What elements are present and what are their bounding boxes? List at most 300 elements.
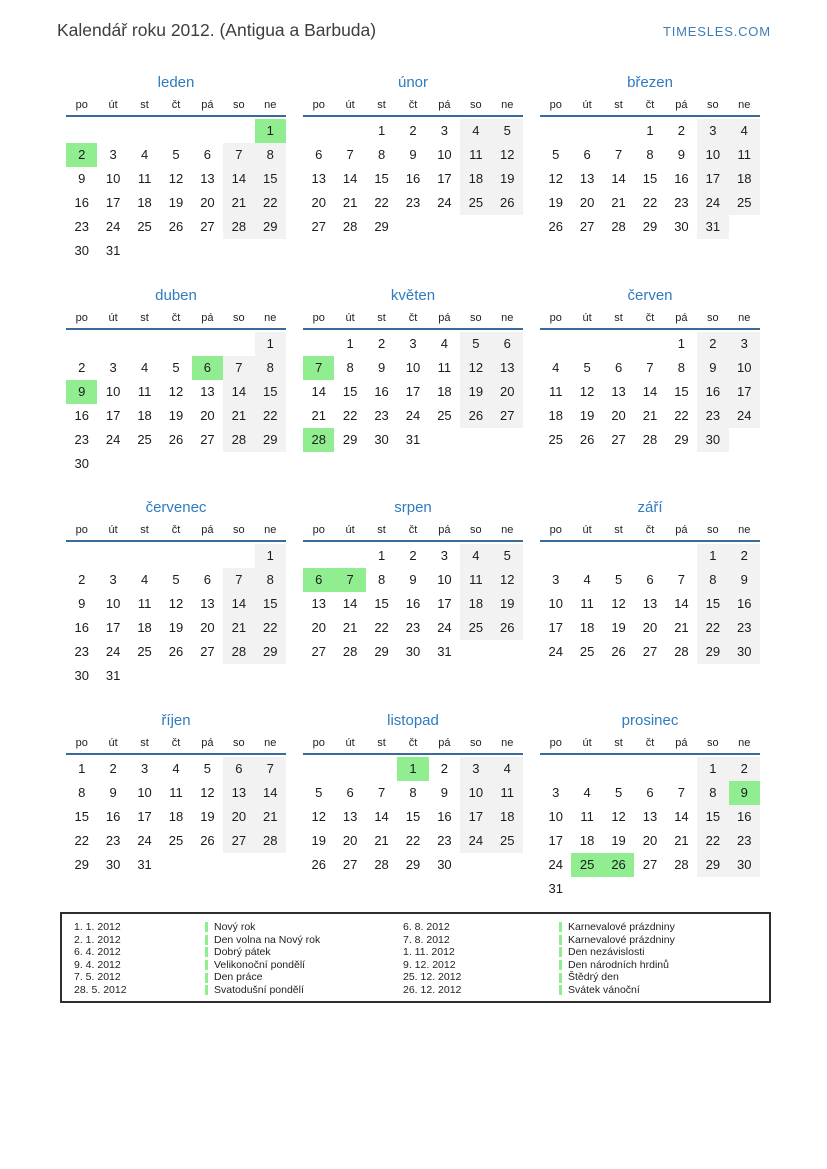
day-cell-empty	[634, 757, 665, 781]
day-cell-empty	[397, 215, 428, 239]
day-cell-empty	[429, 428, 460, 452]
day-cell: 24	[105, 431, 121, 447]
day-cell-empty	[460, 428, 491, 452]
weekday-header: po	[312, 99, 325, 111]
week-row	[540, 757, 760, 781]
day-cell-empty	[255, 239, 286, 263]
day-cell: 19	[548, 195, 563, 210]
week-row	[66, 215, 286, 239]
day-cell-empty	[729, 877, 760, 901]
day-cell: 4	[140, 572, 149, 587]
day-cell: 2	[377, 335, 386, 351]
weekday-header: po	[75, 736, 88, 749]
day-cell: 2	[78, 359, 86, 375]
day-cell: 18	[492, 805, 523, 829]
day-cell: 1	[377, 548, 386, 563]
day-cell: 24	[548, 856, 563, 872]
day-cell: 24	[137, 832, 152, 848]
day-cell: 12	[200, 784, 215, 800]
day-cell: 13	[579, 171, 595, 186]
weekday-header: so	[233, 99, 245, 111]
day-cell: 18	[460, 167, 491, 191]
week-row	[66, 167, 286, 191]
day-cell: 30	[405, 644, 421, 659]
week-row	[303, 428, 523, 452]
day-cell: 10	[105, 596, 121, 611]
day-cell: 1	[697, 757, 728, 781]
day-cell: 28	[255, 829, 286, 853]
week-row	[66, 404, 286, 428]
day-cell: 25	[729, 191, 760, 215]
legend-date: 7. 8. 2012	[403, 933, 450, 946]
month-červen	[540, 285, 760, 498]
day-cell: 18	[137, 407, 152, 423]
day-cell: 24	[548, 644, 563, 659]
day-cell: 1	[78, 760, 86, 776]
day-cell: 23	[729, 616, 760, 640]
day-cell-empty	[129, 452, 160, 476]
week-row	[303, 380, 523, 404]
day-cell: 14	[611, 171, 626, 186]
day-cell-empty	[192, 332, 223, 356]
weekday-header: út	[108, 311, 118, 324]
day-cell-empty	[255, 664, 286, 688]
weeks	[66, 757, 286, 877]
weekday-header: st	[377, 736, 386, 749]
legend-holiday-name: Karnevalové prázdniny	[559, 921, 769, 934]
holiday-marker	[205, 960, 208, 970]
day-cell: 2	[440, 760, 449, 776]
day-cell: 27	[642, 856, 658, 872]
week-row	[540, 428, 760, 452]
week-row	[303, 119, 523, 143]
day-cell: 2	[78, 572, 86, 587]
weekday-header-row	[540, 735, 760, 755]
day-cell: 22	[255, 191, 286, 215]
day-cell: 7	[646, 359, 654, 375]
day-cell: 26	[492, 191, 523, 215]
day-cell: 27	[642, 644, 658, 659]
day-cell: 16	[74, 195, 89, 210]
month-duben	[66, 285, 286, 498]
weekday-header: čt	[171, 736, 181, 749]
week-row	[540, 568, 760, 592]
month-title: listopad	[387, 711, 439, 729]
week-row	[303, 853, 523, 877]
day-cell: 27	[200, 644, 215, 659]
day-cell: 24	[105, 219, 121, 234]
legend-date: 1. 1. 2012	[74, 921, 121, 933]
weekday-header-row	[540, 310, 760, 330]
day-cell: 7	[677, 572, 686, 587]
weekday-header: so	[233, 736, 245, 749]
day-cell: 18	[548, 407, 563, 423]
day-cell: 10	[105, 171, 121, 186]
week-row	[303, 805, 523, 829]
day-cell: 28	[642, 431, 658, 447]
day-cell: 6	[492, 332, 523, 356]
day-cell: 29	[697, 853, 728, 877]
week-row	[66, 119, 286, 143]
day-cell: 21	[255, 805, 286, 829]
day-cell: 11	[137, 171, 152, 186]
day-cell: 5	[614, 784, 623, 800]
day-cell: 2	[729, 544, 760, 568]
day-cell: 5	[492, 544, 523, 568]
day-cell: 14	[674, 808, 689, 824]
day-cell: 16	[405, 171, 421, 186]
weekday-header: čt	[645, 524, 655, 536]
week-row	[540, 191, 760, 215]
day-cell: 11	[460, 568, 491, 592]
week-row	[303, 616, 523, 640]
day-cell: 2	[109, 760, 117, 776]
legend-date: 6. 4. 2012	[74, 946, 121, 959]
day-cell: 25	[168, 832, 184, 848]
day-cell-empty	[571, 544, 602, 568]
day-cell: 11	[548, 383, 563, 399]
day-cell: 21	[311, 407, 326, 423]
day-cell: 28	[303, 428, 334, 452]
day-cell: 30	[74, 243, 89, 258]
day-cell-empty	[540, 119, 571, 143]
day-cell: 31	[137, 856, 152, 872]
day-cell: 18	[137, 620, 152, 635]
weeks	[540, 544, 760, 664]
day-cell-empty	[571, 757, 602, 781]
day-cell: 14	[223, 592, 254, 616]
day-cell: 25	[137, 431, 152, 447]
day-cell: 26	[611, 644, 626, 659]
day-cell: 10	[729, 356, 760, 380]
day-cell-empty	[697, 877, 728, 901]
weekday-header: st	[614, 524, 623, 536]
week-row	[66, 191, 286, 215]
day-cell: 11	[137, 383, 152, 399]
weekday-header: pá	[675, 311, 688, 324]
day-cell-empty	[192, 119, 223, 143]
week-row	[540, 853, 760, 877]
weekday-header: út	[582, 524, 592, 536]
day-cell: 5	[172, 359, 180, 375]
day-cell: 15	[405, 808, 421, 824]
week-row	[303, 544, 523, 568]
day-cell: 6	[303, 568, 334, 592]
week-row	[66, 616, 286, 640]
weekday-header-row	[303, 735, 523, 755]
day-cell: 28	[611, 219, 626, 234]
day-cell: 30	[674, 219, 689, 234]
week-row	[66, 380, 286, 404]
day-cell: 7	[223, 356, 254, 380]
day-cell: 10	[548, 808, 563, 824]
day-cell: 27	[311, 644, 326, 659]
day-cell: 13	[311, 171, 326, 186]
day-cell: 21	[374, 832, 389, 848]
weekday-header: po	[549, 99, 562, 111]
week-row	[303, 568, 523, 592]
day-cell: 11	[580, 808, 594, 824]
weekday-header: čt	[645, 311, 655, 324]
day-cell: 10	[460, 781, 491, 805]
week-row	[303, 215, 523, 239]
day-cell: 29	[674, 431, 689, 447]
day-cell: 4	[583, 572, 591, 587]
day-cell: 12	[168, 596, 184, 611]
day-cell: 6	[315, 147, 323, 162]
week-row	[540, 877, 760, 901]
weekday-header: út	[582, 311, 592, 324]
day-cell: 5	[492, 119, 523, 143]
day-cell-empty	[729, 215, 760, 239]
day-cell: 17	[405, 383, 421, 399]
day-cell: 10	[548, 596, 563, 611]
day-cell-empty	[460, 215, 491, 239]
day-cell: 13	[492, 356, 523, 380]
day-cell: 12	[311, 808, 326, 824]
day-cell: 26	[460, 404, 491, 428]
day-cell: 9	[66, 380, 97, 404]
day-cell: 17	[697, 167, 728, 191]
week-row	[540, 215, 760, 239]
day-cell-empty	[66, 544, 97, 568]
day-cell: 9	[409, 572, 417, 587]
week-row	[540, 616, 760, 640]
day-cell: 3	[140, 760, 149, 776]
day-cell: 20	[223, 805, 254, 829]
legend-holiday-name: Den práce	[205, 971, 403, 984]
day-cell: 14	[374, 808, 389, 824]
day-cell: 21	[223, 616, 254, 640]
day-cell: 19	[492, 592, 523, 616]
day-cell-empty	[160, 664, 191, 688]
day-cell: 26	[603, 853, 634, 877]
day-cell: 28	[342, 219, 358, 234]
day-cell: 11	[492, 781, 523, 805]
day-cell: 4	[140, 359, 149, 375]
holiday-marker	[559, 960, 562, 970]
site-link[interactable]: TIMESLES.COM	[663, 24, 771, 39]
day-cell: 9	[377, 359, 386, 375]
day-cell: 11	[437, 359, 452, 375]
day-cell-empty	[160, 119, 191, 143]
day-cell-empty	[460, 853, 491, 877]
holiday-marker	[559, 985, 562, 995]
day-cell: 1	[697, 544, 728, 568]
day-cell: 15	[697, 592, 728, 616]
day-cell: 25	[137, 219, 152, 234]
day-cell: 7	[303, 356, 334, 380]
day-cell: 6	[583, 147, 591, 162]
legend-date: 9. 4. 2012	[74, 958, 121, 971]
day-cell: 12	[548, 171, 563, 186]
day-cell: 22	[255, 404, 286, 428]
legend-row	[74, 984, 769, 997]
weekday-header-row	[540, 97, 760, 117]
weekday-header: út	[108, 99, 118, 111]
day-cell: 25	[460, 191, 491, 215]
day-cell: 15	[374, 171, 389, 186]
day-cell: 2	[66, 143, 97, 167]
day-cell-empty	[223, 664, 254, 688]
day-cell-empty	[334, 119, 365, 143]
day-cell: 14	[342, 596, 358, 611]
day-cell: 5	[552, 147, 560, 162]
day-cell: 7	[223, 143, 254, 167]
day-cell-empty	[160, 853, 191, 877]
day-cell: 8	[697, 781, 728, 805]
day-cell: 15	[342, 383, 358, 399]
day-cell: 19	[200, 808, 215, 824]
day-cell: 4	[552, 359, 560, 375]
day-cell: 24	[729, 404, 760, 428]
day-cell: 8	[255, 143, 286, 167]
day-cell: 9	[440, 784, 449, 800]
day-cell: 17	[105, 620, 121, 635]
day-cell: 28	[674, 644, 689, 659]
day-cell: 14	[642, 383, 658, 399]
day-cell: 27	[492, 404, 523, 428]
weekday-header: pá	[438, 99, 451, 111]
day-cell: 14	[223, 167, 254, 191]
day-cell-empty	[492, 428, 523, 452]
day-cell-empty	[634, 877, 665, 901]
day-cell: 8	[255, 568, 286, 592]
day-cell: 11	[580, 596, 594, 611]
day-cell-empty	[571, 877, 602, 901]
holiday-marker	[559, 922, 562, 932]
day-cell: 23	[74, 219, 89, 234]
day-cell: 19	[168, 195, 184, 210]
legend-holiday-name: Štědrý den	[559, 971, 769, 984]
day-cell-empty	[192, 853, 223, 877]
day-cell: 31	[548, 880, 563, 896]
day-cell: 20	[200, 407, 215, 423]
day-cell: 24	[437, 195, 452, 210]
weekday-header: čt	[645, 99, 655, 111]
day-cell: 27	[200, 431, 215, 447]
day-cell: 26	[548, 219, 563, 234]
day-cell-empty	[460, 640, 491, 664]
holiday-marker	[205, 922, 208, 932]
weekday-header: ne	[501, 311, 514, 324]
day-cell: 27	[311, 219, 326, 234]
day-cell: 10	[405, 359, 421, 375]
week-row	[303, 404, 523, 428]
day-cell: 7	[334, 568, 365, 592]
day-cell: 15	[674, 383, 689, 399]
day-cell: 6	[646, 572, 654, 587]
week-row	[540, 380, 760, 404]
weekday-header: út	[108, 736, 118, 749]
day-cell: 10	[105, 383, 121, 399]
day-cell: 12	[492, 143, 523, 167]
week-row	[540, 544, 760, 568]
weekday-header: út	[582, 99, 592, 111]
day-cell: 28	[674, 856, 689, 872]
day-cell: 2	[409, 548, 417, 563]
week-row	[66, 664, 286, 688]
day-cell: 9	[109, 784, 117, 800]
day-cell: 20	[579, 195, 595, 210]
legend-date: 9. 12. 2012	[403, 958, 456, 971]
day-cell: 14	[311, 383, 326, 399]
legend-row	[74, 934, 769, 947]
week-row	[303, 143, 523, 167]
day-cell-empty	[571, 119, 602, 143]
day-cell-empty	[666, 757, 697, 781]
weekday-header-row	[66, 97, 286, 117]
day-cell: 14	[223, 380, 254, 404]
day-cell: 16	[729, 805, 760, 829]
month-title: duben	[155, 286, 197, 304]
day-cell: 22	[405, 832, 421, 848]
week-row	[540, 829, 760, 853]
day-cell: 6	[203, 572, 212, 587]
weekday-header-row	[303, 97, 523, 117]
weekday-header: ne	[501, 736, 514, 749]
week-row	[303, 829, 523, 853]
day-cell: 5	[583, 359, 591, 375]
day-cell-empty	[160, 332, 191, 356]
day-cell: 31	[105, 243, 121, 258]
day-cell: 19	[611, 832, 626, 848]
day-cell: 20	[642, 620, 658, 635]
week-row	[540, 404, 760, 428]
day-cell: 22	[697, 616, 728, 640]
day-cell: 27	[223, 829, 254, 853]
day-cell-empty	[303, 757, 334, 781]
day-cell-empty	[97, 119, 128, 143]
day-cell-empty	[303, 544, 334, 568]
day-cell: 15	[74, 808, 89, 824]
day-cell: 17	[729, 380, 760, 404]
legend-row	[74, 921, 769, 934]
month-březen	[540, 72, 760, 285]
day-cell: 20	[611, 407, 626, 423]
day-cell-empty	[192, 452, 223, 476]
day-cell: 17	[137, 808, 152, 824]
day-cell: 23	[697, 404, 728, 428]
weekday-header: st	[140, 99, 149, 111]
day-cell: 18	[460, 592, 491, 616]
week-row	[303, 592, 523, 616]
weekday-header: pá	[438, 311, 451, 324]
day-cell: 8	[78, 784, 86, 800]
day-cell: 30	[374, 431, 389, 447]
day-cell: 20	[642, 832, 658, 848]
weekday-header: út	[345, 311, 355, 324]
weekday-header: ne	[264, 99, 277, 111]
week-row	[66, 428, 286, 452]
day-cell-empty	[334, 757, 365, 781]
month-červenec	[66, 497, 286, 710]
day-cell: 11	[169, 784, 183, 800]
week-row	[540, 592, 760, 616]
day-cell: 14	[255, 781, 286, 805]
weekday-header-row	[66, 735, 286, 755]
weekday-header: st	[377, 311, 386, 324]
day-cell: 24	[405, 407, 421, 423]
legend-box	[60, 912, 771, 1003]
day-cell-empty	[66, 119, 97, 143]
day-cell: 8	[646, 147, 654, 162]
day-cell: 17	[437, 171, 452, 186]
day-cell: 20	[492, 380, 523, 404]
day-cell: 28	[374, 856, 389, 872]
day-cell: 1	[255, 544, 286, 568]
legend-holiday-name: Velikonoční pondělí	[205, 959, 403, 972]
